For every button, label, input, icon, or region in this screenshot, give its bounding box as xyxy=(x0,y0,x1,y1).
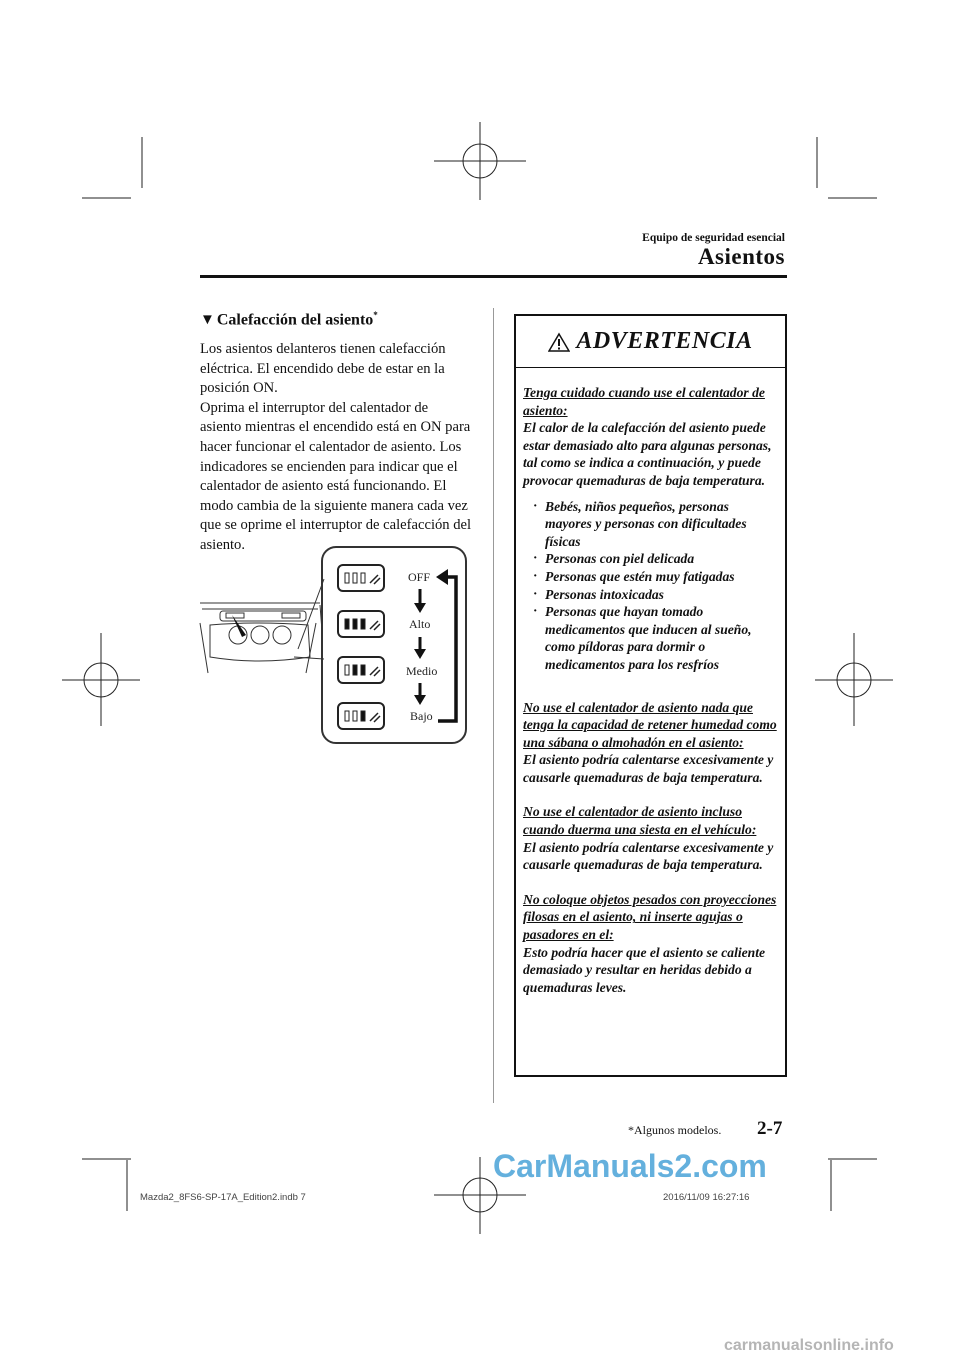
warning-text: El asiento podría calentarse excesivamente y causarle quemaduras de baja temperatura. xyxy=(523,839,774,873)
watermark-top: CarManuals2.com xyxy=(493,1148,767,1184)
warning-text: Esto podría hacer que el asiento se caliente demasiado y resultar en heridas debido a quemaduras leves. xyxy=(523,944,766,995)
warning-text: El calor de la calefacción del asiento puede estar demasiado alto para algunas personas, tal como se indica a continuación, y puede provocar quemaduras de baja temperatura. xyxy=(523,420,772,488)
footer-file-info: Mazda2_8FS6-SP-17A_Edition2.indb 7 xyxy=(140,1192,306,1203)
footnote: *Algunos modelos. xyxy=(628,1123,722,1137)
mode-label-bajo: Bajo xyxy=(410,709,433,723)
section-asterisk: * xyxy=(373,310,378,320)
warning-subheading: No use el calentador de asiento incluso cuando duerma una siesta en el vehículo: xyxy=(523,804,757,838)
warning-text: El asiento podría calentarse excesivamente y causarle quemaduras de baja temperatura. xyxy=(523,752,774,785)
warning-subheading: Tenga cuidado cuando use el calentador de asiento: xyxy=(523,385,765,418)
mode-label-off: OFF xyxy=(408,570,431,584)
warning-triangle-icon xyxy=(548,332,570,352)
list-item: · Personas que hayan tomado medicamentos que inducen al sueño, como píldoras para dormir o medicamentos para los resfríos xyxy=(545,603,779,673)
switch-off xyxy=(338,565,384,591)
warning-body xyxy=(516,368,785,996)
column-divider xyxy=(493,308,494,1103)
watermark-bottom: carmanualsonline.info xyxy=(724,1337,894,1354)
header-subtitle: Equipo de seguridad esencial xyxy=(642,232,785,244)
mode-label-medio: Medio xyxy=(406,664,438,678)
section-title xyxy=(200,310,378,329)
warning-header xyxy=(516,316,785,368)
warning-subheading: No coloque objetos pesados con proyecciones filosas en el asiento, ni inserte agujas o pasadores en el: xyxy=(523,891,777,943)
page-number: 2-7 xyxy=(757,1118,783,1139)
warning-list xyxy=(523,498,779,674)
section-title-text: Calefacción del asiento xyxy=(216,311,374,329)
list-item: · Personas intoxicadas xyxy=(545,586,779,604)
switch-bajo xyxy=(338,703,384,729)
mode-label-alto: Alto xyxy=(409,617,431,631)
footer-date: 2016/11/09 16:27:16 xyxy=(663,1192,750,1203)
body-paragraph: Los asientos delanteros tienen calefacción eléctrica. El encendido debe de estar en la posición ON. xyxy=(200,341,446,397)
warning-title: ADVERTENCIA xyxy=(576,328,753,354)
warning-subheading: No use el calentador de asiento nada que tenga la capacidad de retener humedad como una sábana o almohadón en el asiento: xyxy=(523,699,777,750)
switch-alto xyxy=(338,611,384,637)
seat-heater-illustration xyxy=(198,545,470,747)
header-rule xyxy=(200,275,787,278)
switch-medio xyxy=(338,657,384,683)
body-paragraph: Oprima el interruptor del calentador de asiento mientras el encendido está en ON para hacer funcionar el calentador de asiento. Los indicadores se encienden para indicar que el calentador de asiento está funcionando. El modo cambia de la siguiente manera cada vez que se oprime el interruptor de calefacción del asiento. xyxy=(200,399,472,553)
list-item: · Personas con piel delicada xyxy=(545,550,779,568)
list-item: · Bebés, niños pequeños, personas mayores y personas con dificultades físicas xyxy=(545,498,779,551)
header-title: Asientos xyxy=(697,244,785,269)
list-item: · Personas que estén muy fatigadas xyxy=(545,568,779,586)
triangle-marker-icon: ▼ xyxy=(200,312,215,329)
body-text xyxy=(200,340,472,556)
warning-box xyxy=(514,314,787,1077)
